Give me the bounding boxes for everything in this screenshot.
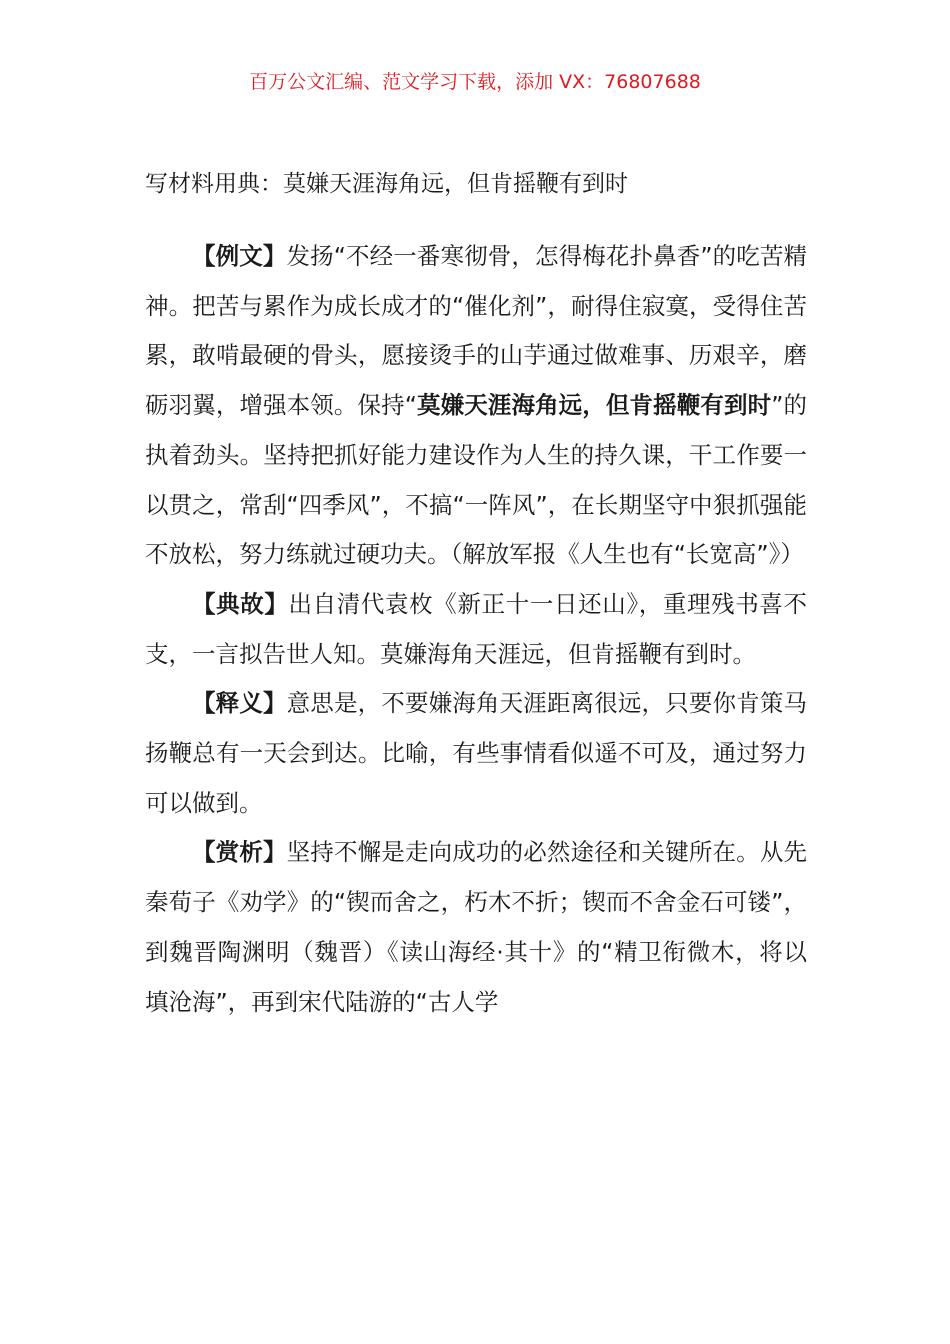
example-tag: 【例文】 [192, 242, 287, 270]
allusion-tag: 【典故】 [192, 589, 289, 618]
appreciation-paragraph [145, 828, 807, 1027]
allusion-paragraph [145, 580, 807, 679]
meaning-text: 意思是，不要嫌海角天涯距离很远，只要你肯策马扬鞭总有一天会到达。比喻，有些事情看似遥不可及，通过努力可以做到。 [145, 689, 807, 817]
document-body [145, 232, 807, 1027]
allusion-text: 出自清代袁枚《新正十一日还山》，重理残书喜不支，一言拟告世人知。莫嫌海角天涯远，但肯摇鞭有到时。 [145, 589, 808, 668]
appreciation-text: 坚持不懈是走向成功的必然途径和关键所在。从先秦荀子《劝学》的“锲而舍之，朽木不折；锲而不舍金石可镂”，到魏晋陶渊明（魏晋）《读山海经·其十》的“精卫衔微木，将以填沧海”，再到宋代陆游的“古人学 [145, 838, 807, 1016]
meaning-paragraph [145, 679, 807, 828]
example-paragraph [145, 232, 807, 580]
example-text-after: ”的执着劲头。坚持把抓好能力建设作为人生的持久课，干工作要一以贯之，常刮“四季风”，不搞“一阵风”，在长期坚守中狠抓强能不放松，努力练就过硬功夫。（解放军报《人生也有“长宽高”》） [145, 391, 807, 569]
example-text-before: 发扬“不经一番寒彻骨，怎得梅花扑鼻香”的吃苦精神。把苦与累作为成长成才的“催化剂”，耐得住寂寞，受得住苦累，敢啃最硬的骨头，愿接烫手的山芋通过做难事、历艰辛，磨砺羽翼，增强本领。保持“ [145, 242, 807, 420]
appreciation-tag: 【赏析】 [192, 838, 287, 867]
example-emphasis: 莫嫌天涯海角远，但肯摇鞭有到时 [416, 391, 772, 420]
watermark-header: 百万公文汇编、范文学习下载，添加 VX：76807688 [249, 71, 701, 93]
meaning-tag: 【释义】 [192, 689, 287, 718]
document-title: 写材料用典：莫嫌天涯海角远，但肯摇鞭有到时 [145, 171, 628, 197]
